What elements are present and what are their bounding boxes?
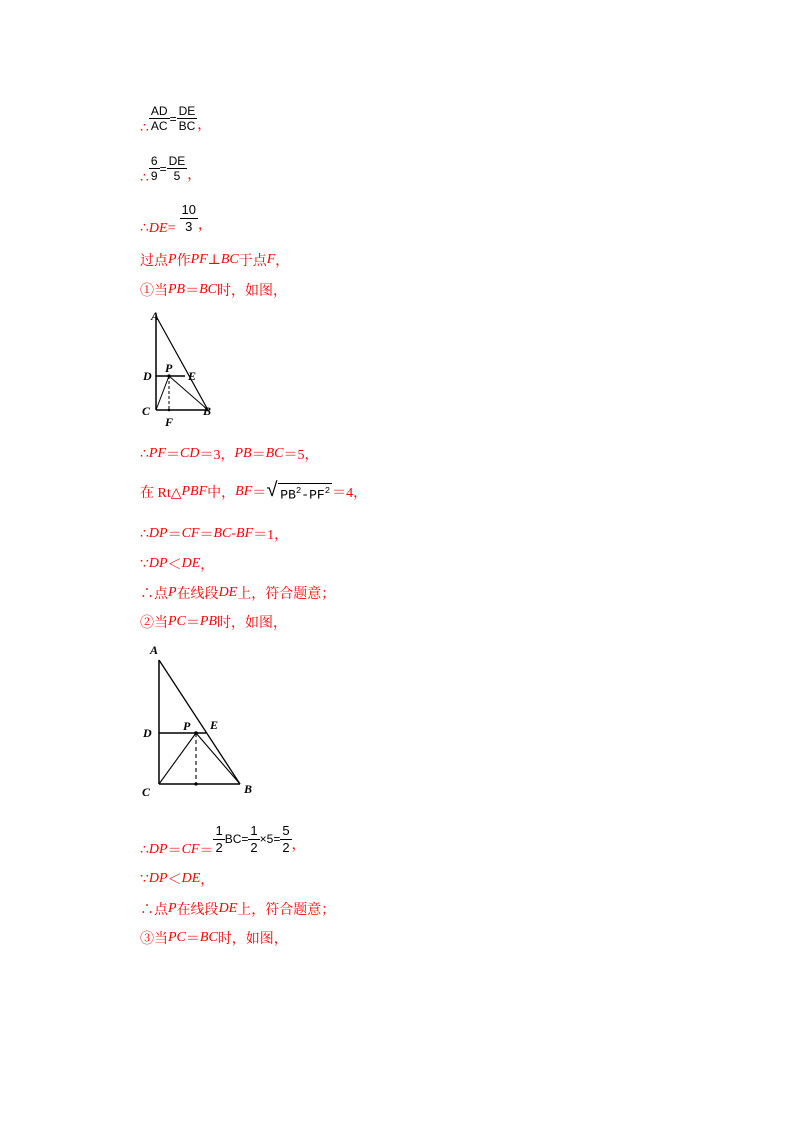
- text: ∴点: [140, 903, 168, 918]
- var-cd: CD: [180, 446, 200, 461]
- text: 时，如图，: [217, 616, 287, 631]
- fraction-one-half: [248, 823, 259, 856]
- comma: ，: [187, 167, 202, 183]
- var-pb: PB: [168, 282, 186, 297]
- text: 在线段: [176, 903, 219, 918]
- text: ＝: [167, 528, 182, 543]
- var-pf: PF: [148, 446, 167, 461]
- therefore-symbol: ∴: [140, 526, 149, 542]
- text: ＝: [199, 844, 214, 859]
- var-de: DE: [148, 220, 168, 236]
- therefore-symbol: ∴: [140, 121, 149, 136]
- therefore-symbol: ∴: [140, 221, 149, 236]
- text: ＝3，: [199, 448, 235, 463]
- var-dp: DP: [148, 556, 168, 571]
- var-f: F: [266, 252, 276, 267]
- var-bc: BC: [265, 446, 284, 461]
- text: 时，如图，: [217, 284, 287, 299]
- var-cf: CF: [181, 842, 200, 857]
- label-a: A: [151, 309, 160, 323]
- var-p: P: [168, 901, 177, 916]
- label-d: D: [143, 369, 152, 383]
- var-dp: DP: [148, 871, 168, 886]
- label-b: B: [203, 404, 212, 418]
- therefore-symbol: ∴: [140, 171, 149, 186]
- segment-ab: [159, 660, 240, 784]
- numerator: 6: [150, 154, 158, 168]
- denominator: 9: [150, 169, 158, 183]
- var-pc: PC: [168, 930, 186, 945]
- text: 于点: [238, 254, 267, 269]
- text: 在线段: [176, 587, 219, 602]
- label-c: C: [142, 404, 151, 418]
- because-symbol: ∵: [140, 556, 149, 572]
- var-de: DE: [218, 585, 238, 600]
- text: ＝1，: [253, 528, 289, 543]
- segment-pb: [196, 733, 240, 784]
- text: ②当: [140, 616, 168, 631]
- text: ＝: [252, 486, 267, 501]
- label-a: A: [150, 643, 159, 657]
- var-bc: BC: [199, 282, 217, 297]
- fraction-de-bc: [177, 104, 198, 133]
- text: 在 Rt△: [140, 486, 182, 501]
- text: ＝: [185, 616, 200, 631]
- dp-cf-line: [140, 524, 288, 544]
- var-bf: BF: [236, 526, 254, 541]
- var-de: DE: [218, 901, 238, 916]
- pf-cd-line: [140, 444, 318, 464]
- text: ×5=: [259, 832, 281, 846]
- numerator: 10: [181, 202, 196, 217]
- case-3-heading: [140, 928, 288, 948]
- var-pc: PC: [168, 614, 186, 629]
- figure-case-1: [138, 308, 228, 430]
- text: ＝: [185, 284, 200, 299]
- segment-pc: [159, 733, 196, 784]
- numerator: DE: [178, 104, 196, 118]
- text: ＝: [167, 844, 182, 859]
- perp-symbol: ⊥: [207, 252, 221, 268]
- fraction-one-half: [213, 823, 224, 856]
- text: ，: [200, 558, 215, 573]
- point-f: [168, 409, 171, 412]
- denominator: 3: [185, 219, 193, 234]
- text: ＝: [251, 448, 266, 463]
- exponent: 2: [295, 485, 302, 496]
- text: PB: [280, 487, 296, 502]
- denominator: AC: [150, 119, 168, 133]
- label-c: C: [142, 785, 151, 799]
- comma: ，: [291, 838, 306, 853]
- radical-sign: √: [266, 480, 279, 503]
- text: -: [231, 526, 237, 541]
- numerator: 1: [250, 822, 258, 838]
- square-root: [266, 482, 332, 502]
- text: ，: [275, 254, 290, 269]
- text: ＜: [167, 558, 182, 573]
- var-de: DE: [181, 871, 201, 886]
- numerator: DE: [168, 154, 186, 168]
- label-e: E: [188, 369, 197, 383]
- exponent: 2: [324, 485, 331, 496]
- point-p: [194, 731, 198, 735]
- pythagoras-line: [140, 482, 367, 502]
- therefore-symbol: ∴: [140, 842, 149, 858]
- case-1-heading: [140, 280, 287, 300]
- equals-sign: =: [159, 161, 167, 176]
- segment-pc: [156, 376, 169, 410]
- comma: ，: [197, 217, 212, 233]
- fraction-ad-ac: [149, 104, 170, 133]
- label-e: E: [210, 718, 219, 732]
- var-bc: BC: [220, 252, 239, 267]
- var-bc: BC: [199, 930, 218, 945]
- text: ＝: [166, 448, 181, 463]
- text: 过点: [140, 254, 168, 269]
- numerator: 5: [282, 822, 290, 838]
- var-p: P: [168, 585, 177, 600]
- var-bf: BF: [235, 484, 253, 499]
- conclusion-line-1: [140, 583, 335, 603]
- equals-sign: =: [167, 220, 176, 236]
- label-d: D: [143, 726, 152, 740]
- text: ＝: [199, 528, 214, 543]
- numerator: AD: [150, 104, 168, 118]
- numerator: 1: [215, 822, 223, 838]
- point-f: [194, 782, 197, 785]
- because-symbol: ∵: [140, 871, 149, 887]
- var-pb: PB: [234, 446, 252, 461]
- var-p: P: [168, 252, 177, 267]
- half-bc-line: [140, 818, 306, 860]
- var-pbf: PBF: [181, 484, 208, 499]
- denominator: 5: [173, 169, 181, 183]
- var-de: DE: [181, 556, 201, 571]
- denominator: 2: [215, 839, 223, 855]
- text: ①当: [140, 284, 168, 299]
- ratio-line-1: [140, 100, 211, 137]
- text: 上，符合题意；: [237, 587, 336, 602]
- fraction-10-3: [180, 202, 198, 235]
- var-dp: DP: [148, 526, 168, 541]
- var-pb: PB: [199, 614, 217, 629]
- var-cf: CF: [181, 526, 200, 541]
- text: ＜: [167, 873, 182, 888]
- radicand: [278, 483, 332, 502]
- figure-case-2: [138, 640, 268, 802]
- denominator: 2: [282, 839, 290, 855]
- because-line-2: [140, 869, 214, 889]
- text: 中，: [207, 486, 236, 501]
- fraction-6-9: [149, 154, 160, 183]
- comma: ，: [197, 117, 212, 133]
- conclusion-line-2: [140, 899, 335, 919]
- text: -PF: [301, 487, 325, 502]
- label-b: B: [244, 782, 253, 796]
- therefore-symbol: ∴: [140, 446, 149, 462]
- text: BC=: [224, 832, 249, 846]
- fraction-five-halves: [280, 823, 291, 856]
- text: ∴点: [140, 587, 168, 602]
- text: ＝4，: [332, 486, 368, 501]
- text: 上，符合题意；: [237, 903, 336, 918]
- label-p: P: [165, 361, 173, 375]
- label-p: P: [183, 719, 191, 733]
- de-value-line: [140, 200, 212, 237]
- text: ，: [200, 873, 215, 888]
- text: ＝5，: [283, 448, 319, 463]
- text: ＝: [185, 932, 200, 947]
- denominator: 2: [250, 839, 258, 855]
- construction-line: [140, 250, 289, 270]
- var-pf: PF: [190, 252, 208, 267]
- segment-ab: [156, 316, 208, 410]
- var-bc: BC: [213, 526, 232, 541]
- label-f: F: [165, 415, 174, 429]
- because-line-1: [140, 554, 214, 574]
- var-dp: DP: [148, 842, 168, 857]
- text: 作: [176, 254, 191, 269]
- denominator: BC: [178, 119, 196, 133]
- text: ③当: [140, 932, 168, 947]
- case-2-heading: [140, 612, 287, 632]
- equals-sign: =: [169, 111, 177, 126]
- fraction-de-5: [167, 154, 188, 183]
- text: 时，如图，: [217, 932, 288, 947]
- ratio-line-2: [140, 150, 201, 187]
